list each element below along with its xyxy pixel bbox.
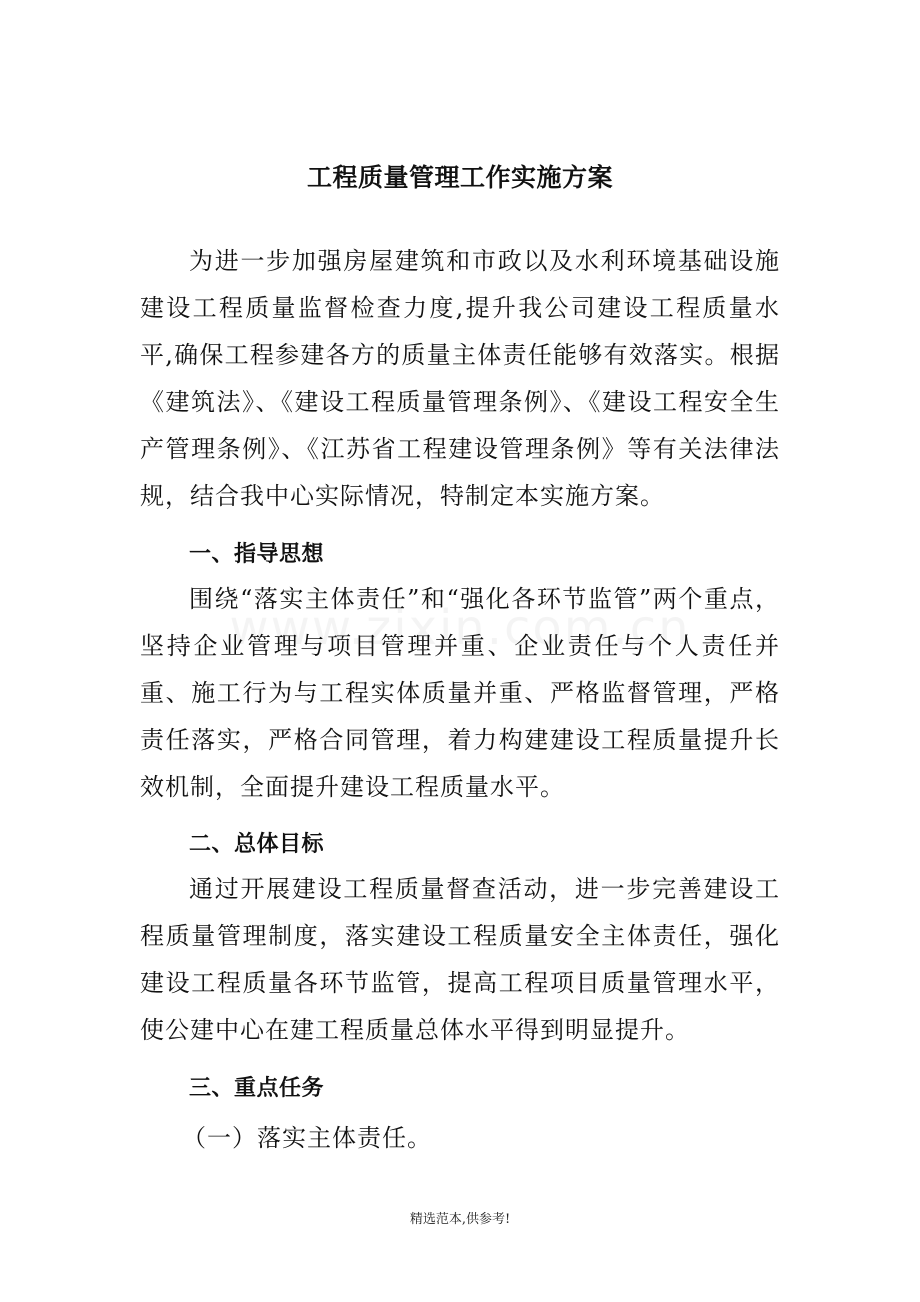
section-heading-overall-goal: 二、总体目标: [189, 832, 325, 857]
document-title: 工程质量管理工作实施方案: [306, 163, 613, 192]
page-footer: 精选范本,供参考!: [409, 1212, 511, 1227]
section-heading-key-tasks: 三、重点任务: [189, 1076, 325, 1101]
section-paragraph-guiding-ideology: 围绕“落实主体责任”和“强化各环节监管”两个重点，坚持企业管理与项目管理并重、企业责任与个人责任并重、施工行为与工程实体质量并重、严格监督管理，严格责任落实，严格合同管理，着力构建建设工程质量提升长效机制，全面提升建设工程质量水平。: [140, 585, 780, 801]
intro-paragraph: 为进一步加强房屋建筑和市政以及水利环境基础设施建设工程质量监督检查力度,提升我公司建设工程质量水平,确保工程参建各方的质量主体责任能够有效落实。根据《建筑法》、《建设工程质量管理条例》、《建设工程安全生产管理条例》、《江苏省工程建设管理条例》等有关法律法规，结合我中心实际情况，特制定本实施方案。: [140, 247, 780, 510]
subsection-heading: （一）落实主体责任。: [182, 1124, 432, 1152]
section-heading-guiding-ideology: 一、指导思想: [189, 542, 325, 567]
section-paragraph-overall-goal: 通过开展建设工程质量督查活动，进一步完善建设工程质量管理制度，落实建设工程质量安全主体责任，强化建设工程质量各环节监管，提高工程项目质量管理水平，使公建中心在建工程质量总体水平得到明显提升。: [140, 875, 780, 1044]
